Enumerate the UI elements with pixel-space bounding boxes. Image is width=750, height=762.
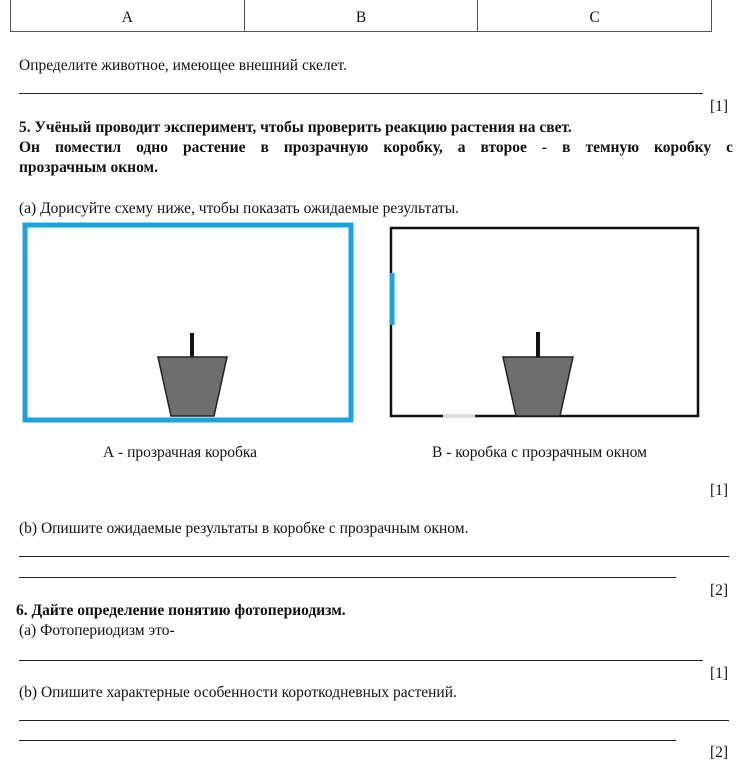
q4-prompt: Определите животное, имеющее внешний скелет. xyxy=(19,57,347,74)
q5a-prompt: (a) Дорисуйте схему ниже, чтобы показать ожидаемые результаты. xyxy=(19,200,459,217)
box-a[interactable] xyxy=(25,225,351,420)
q6a-marks: [1] xyxy=(710,665,729,682)
q5b-marks: [2] xyxy=(710,582,729,599)
table-header-c: C xyxy=(478,0,712,32)
table-header-b: B xyxy=(244,0,478,32)
q6-heading: 6. Дайте определение понятию фотопериодизм. xyxy=(16,602,346,619)
box-b-label: В - коробка с прозрачным окном xyxy=(432,444,647,461)
q5-heading-line3: прозрачным окном. xyxy=(19,159,158,176)
q5b-prompt: (b) Опишите ожидаемые результаты в коробке с прозрачным окном. xyxy=(19,520,469,537)
q6b-answer-line-1[interactable] xyxy=(19,720,729,721)
q6a-prompt: (a) Фотопериодизм это- xyxy=(19,622,175,639)
q6b-marks: [2] xyxy=(710,744,729,761)
q6a-answer-line[interactable] xyxy=(19,660,703,661)
q5b-answer-line-2[interactable] xyxy=(19,577,676,578)
table-header-a: A xyxy=(11,0,245,32)
box-b[interactable] xyxy=(391,228,698,416)
q4-marks: [1] xyxy=(710,98,729,115)
q5a-marks: [1] xyxy=(710,482,729,499)
q5b-answer-line-1[interactable] xyxy=(19,556,729,557)
box-a-label: А - прозрачная коробка xyxy=(103,444,258,461)
q6b-prompt: (b) Опишите характерные особенности короткодневных растений. xyxy=(19,684,457,701)
pot-a xyxy=(158,357,227,416)
pot-b xyxy=(503,357,573,416)
q6b-answer-line-2[interactable] xyxy=(19,740,676,741)
q5-heading-line2: Он поместил одно растение в прозрачную коробку, а второе - в темную коробку с xyxy=(19,139,733,156)
q5-heading-line1: 5. Учёный проводит эксперимент, чтобы проверить реакцию растения на свет. xyxy=(19,119,572,136)
